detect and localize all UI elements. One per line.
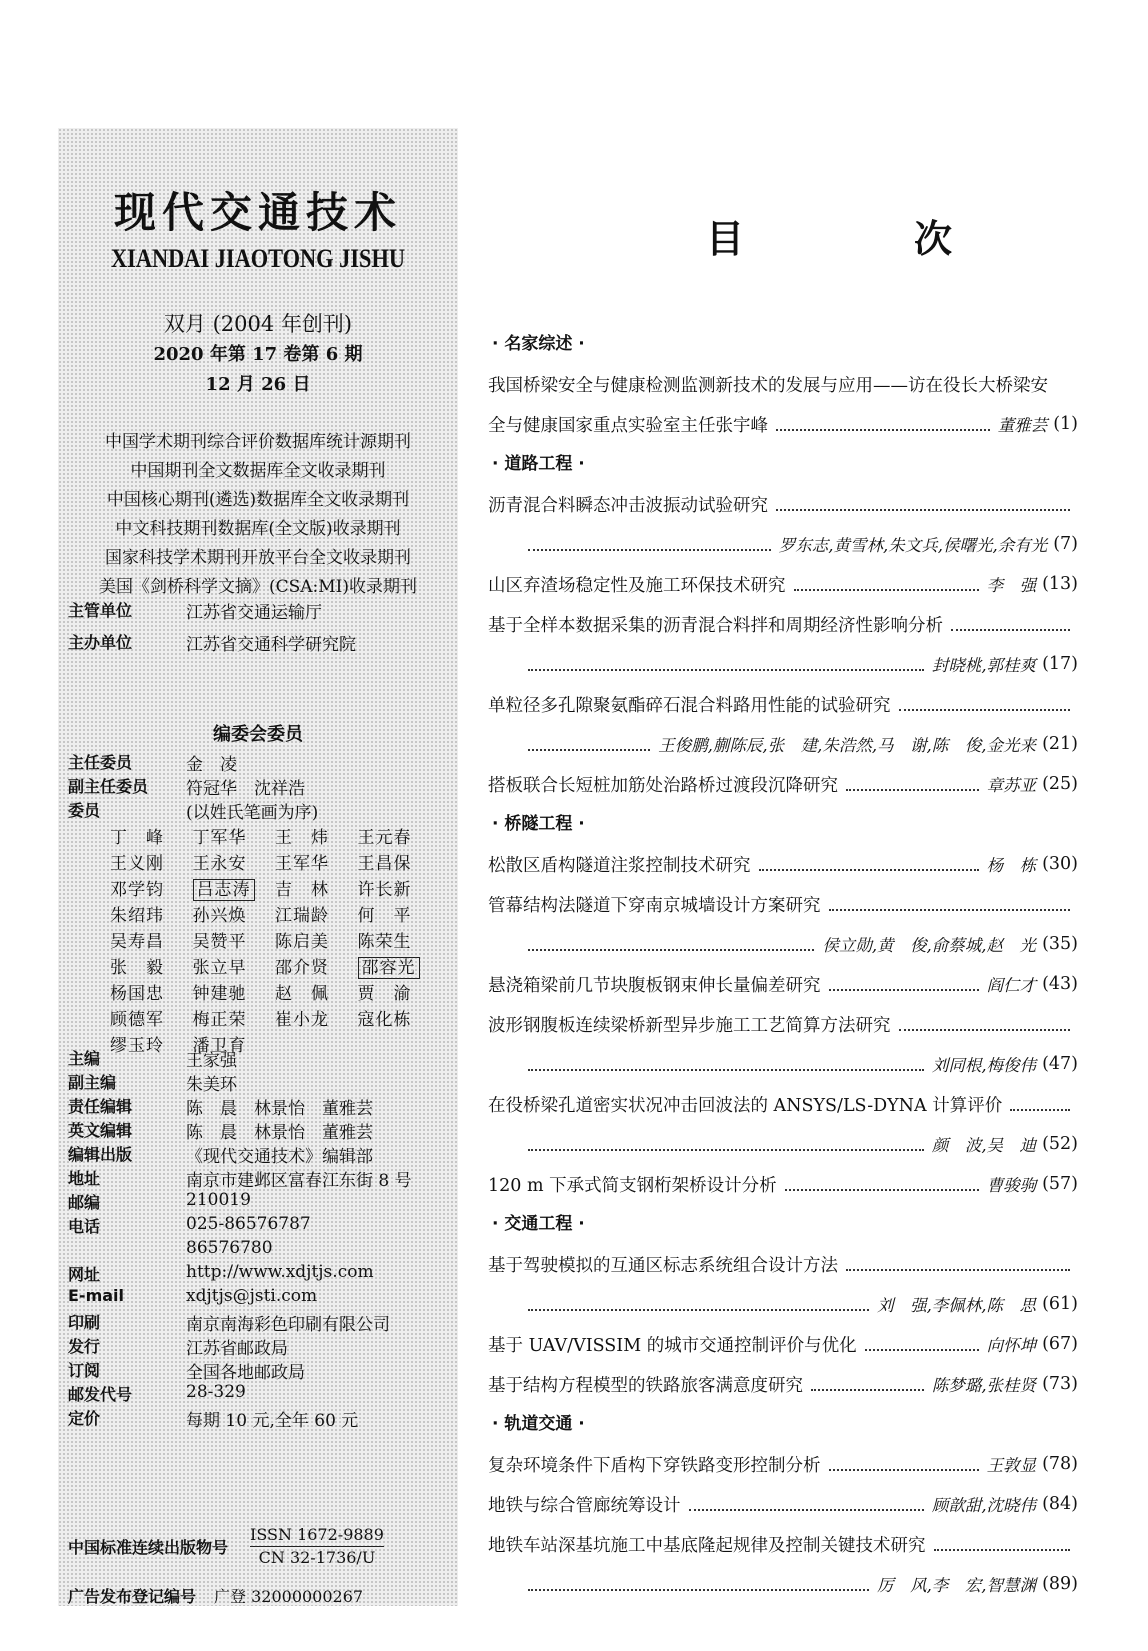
staff-value: 025-86576787 — [186, 1214, 311, 1234]
staff-value: 每期 10 元,全年 60 元 — [186, 1411, 359, 1431]
member-name-text: 邵容光 — [358, 957, 420, 979]
toc-entry[interactable] — [488, 1164, 1078, 1204]
toc-entry-title: 管幕结构法隧道下穿南京城墙设计方案研究 — [488, 895, 821, 916]
leader-dots — [528, 1068, 924, 1071]
staff-row — [68, 1382, 246, 1405]
member-name-text: 陈启美 — [275, 931, 329, 952]
indexing-item: 中文科技期刊数据库(全文版)收录期刊 — [115, 519, 401, 539]
toc-entry-title: 山区弃渣场稳定性及施工环保技术研究 — [488, 575, 786, 596]
staff-row — [68, 1046, 237, 1071]
toc-entry-title: 地铁与综合管廊统筹设计 — [488, 1495, 681, 1516]
staff-row — [68, 1358, 305, 1383]
leader-dots — [829, 908, 1071, 911]
toc-entry-title: 沥青混合料瞬态冲击波振动试验研究 — [488, 495, 768, 516]
members-label: 委员 — [68, 801, 101, 820]
toc-entry-authors: 封晓桃,郭桂爽 — [931, 656, 1037, 675]
leader-dots — [528, 1308, 869, 1311]
toc-section-heading: · 交通工程 · — [492, 1214, 585, 1234]
member-name-text: 吕志涛 — [193, 879, 255, 901]
indexing-item: 中国核心期刊(遴选)数据库全文收录期刊 — [106, 490, 410, 510]
toc-entry-authors: 董雅芸 — [997, 416, 1048, 435]
staff-row — [68, 1334, 288, 1359]
leader-dots — [846, 788, 979, 791]
member-name — [193, 979, 276, 1004]
toc-entry[interactable] — [488, 1084, 1078, 1124]
member-name-text: 王昌保 — [357, 853, 412, 874]
member-row — [110, 848, 440, 874]
members-label-row — [68, 798, 318, 823]
member-name-text: 邵介贤 — [275, 957, 329, 978]
member-name-text: 杨国忠 — [110, 983, 164, 1004]
toc-entry-page: (67) — [1042, 1334, 1078, 1354]
member-name-text: 钟建驰 — [192, 983, 247, 1004]
toc-entry[interactable] — [488, 1044, 1078, 1084]
serial-codes — [250, 1524, 384, 1569]
member-name-text: 赵 佩 — [275, 983, 329, 1004]
member-name — [358, 875, 441, 900]
staff-row — [68, 1142, 373, 1167]
member-name-text: 顾德军 — [110, 1009, 164, 1030]
staff-value: 江苏省邮政局 — [186, 1339, 288, 1359]
toc-entry-page: (52) — [1042, 1134, 1078, 1154]
member-name-text: 江瑞龄 — [275, 905, 329, 926]
leader-dots — [899, 708, 1071, 711]
indexing-item: 国家科技学术期刊开放平台全文收录期刊 — [105, 548, 411, 568]
member-name-text: 邓学钧 — [110, 879, 164, 900]
member-row — [110, 900, 440, 926]
director-row — [68, 750, 237, 775]
toc-entry[interactable] — [488, 1324, 1078, 1364]
supervisor-label: 主管单位 — [68, 601, 133, 620]
member-row — [110, 874, 440, 900]
toc-entry-page: (35) — [1042, 934, 1078, 954]
staff-value: 王家强 — [186, 1051, 237, 1071]
member-name — [275, 953, 358, 978]
member-name-text: 吉 林 — [275, 879, 329, 900]
serial-number-row — [68, 1524, 384, 1569]
toc-entry-title: 搭板联合长短桩加筋处治路桥过渡段沉降研究 — [488, 775, 838, 796]
member-name-text: 崔小龙 — [275, 1009, 329, 1030]
member-name-text: 吴赞平 — [192, 931, 247, 952]
member-name-text: 王军华 — [275, 853, 329, 874]
toc-entry-authors: 曹骏驹 — [986, 1176, 1037, 1195]
toc-entry-authors: 章苏亚 — [986, 776, 1037, 795]
leader-dots — [829, 988, 979, 991]
member-name — [193, 927, 276, 952]
staff-row — [68, 1286, 317, 1306]
member-name — [110, 875, 193, 900]
indexing-list — [58, 428, 458, 602]
staff-value: 朱美环 — [186, 1075, 237, 1095]
toc-entry-page: (21) — [1042, 734, 1078, 754]
toc-entry[interactable] — [488, 1244, 1078, 1284]
toc-entry-authors: 刘 强,李佩林,陈 思 — [877, 1296, 1037, 1315]
staff-value: 陈 晨 林景怡 董雅芸 — [186, 1099, 373, 1119]
toc-entry[interactable] — [488, 924, 1078, 964]
member-row — [110, 1004, 440, 1030]
staff-label — [68, 1238, 186, 1258]
toc-entry-page: (73) — [1042, 1374, 1078, 1394]
toc-entry[interactable] — [488, 764, 1078, 804]
staff-value: 南京市建邺区富春江东街 8 号 — [186, 1171, 412, 1191]
leader-dots — [865, 1348, 979, 1351]
toc-entry-page: (43) — [1042, 974, 1078, 994]
toc-entry[interactable] — [488, 604, 1078, 644]
toc-entry-authors: 王敦显 — [986, 1456, 1037, 1475]
toc-entry-page: (7) — [1053, 534, 1078, 554]
toc-entry-title: 松散区盾构隧道注浆控制技术研究 — [488, 855, 751, 876]
ad-value: 广登 32000000267 — [214, 1587, 364, 1606]
staff-row — [68, 1118, 373, 1143]
toc-entry-authors: 侯立勋,黄 俊,俞蔡城,赵 光 — [822, 936, 1037, 955]
toc-entry-authors: 陈梦璐,张桂贤 — [931, 1376, 1037, 1395]
toc-section-heading: · 名家综述 · — [492, 334, 585, 354]
member-name-text: 贾 渝 — [357, 983, 412, 1004]
member-name-text: 王元春 — [357, 827, 412, 848]
staff-value: 28-329 — [186, 1382, 246, 1402]
leader-dots — [785, 1188, 979, 1191]
vice-director-row — [68, 774, 305, 799]
member-name-text: 吴寿昌 — [110, 931, 164, 952]
staff-row — [68, 1070, 237, 1095]
member-name — [275, 979, 358, 1004]
supervisor-row — [68, 598, 322, 623]
member-name-text: 寇化栋 — [357, 1009, 412, 1030]
ad-registration-row — [68, 1584, 363, 1607]
sponsor-label: 主办单位 — [68, 633, 133, 652]
leader-dots — [934, 1548, 1071, 1551]
staff-value: 南京南海彩色印刷有限公司 — [186, 1315, 390, 1335]
toc-entry-authors: 罗东志,黄雪林,朱文兵,侯曙光,余有光 — [778, 536, 1048, 555]
member-name — [358, 901, 441, 926]
member-name-text: 梅正荣 — [192, 1009, 247, 1030]
toc-entry-authors: 厉 风,李 宏,智慧渊 — [877, 1576, 1037, 1595]
member-name — [193, 823, 276, 848]
staff-label: 责任编辑 — [68, 1097, 133, 1116]
member-name-text: 潘卫育 — [192, 1035, 247, 1056]
issn-code: ISSN 1672-9889 — [250, 1524, 384, 1547]
vice-director-label: 副主任委员 — [68, 777, 149, 796]
toc-entry[interactable] — [488, 564, 1078, 604]
toc-entry-authors: 王俊鹏,蒯陈辰,张 建,朱浩然,马 谢,陈 俊,金光来 — [658, 736, 1037, 755]
toc-section-heading: · 轨道交通 · — [492, 1414, 585, 1434]
leader-dots — [899, 1028, 1071, 1031]
staff-row — [68, 1214, 311, 1237]
leader-dots — [811, 1388, 924, 1391]
staff-label: 编辑出版 — [68, 1145, 133, 1164]
director-value: 金 凌 — [186, 755, 237, 775]
toc-entry-authors: 顾歆甜,沈晓伟 — [931, 1496, 1037, 1515]
leader-dots — [528, 548, 771, 551]
member-name-text: 张立早 — [192, 957, 247, 978]
member-name — [358, 953, 441, 978]
toc-entry[interactable] — [488, 404, 1078, 444]
member-name-text: 缪玉玲 — [110, 1035, 164, 1056]
member-name — [358, 849, 441, 874]
toc-entry-page: (1) — [1053, 414, 1078, 434]
toc-entry-page: (61) — [1042, 1294, 1078, 1314]
member-name — [110, 927, 193, 952]
journal-title-en: XIANDAI JIAOTONG JISHU — [110, 244, 406, 273]
toc-entry-page: (47) — [1042, 1054, 1078, 1074]
sponsor-row — [68, 630, 356, 655]
toc-entry[interactable] — [488, 1364, 1078, 1404]
staff-row — [68, 1094, 373, 1119]
staff-label: 网址 — [68, 1265, 101, 1284]
staff-label: 电话 — [68, 1217, 101, 1236]
member-name-text: 许长新 — [357, 879, 412, 900]
toc-entry[interactable] — [488, 1124, 1078, 1164]
toc-entry[interactable] — [488, 484, 1078, 524]
toc-section-heading: · 桥隧工程 · — [492, 814, 585, 834]
cn-code: CN 32-1736/U — [258, 1548, 376, 1567]
publication-frequency: 双月 (2004 年创刊) — [163, 312, 353, 336]
member-name-text: 丁军华 — [192, 827, 247, 848]
toc-entry-title: 基于结构方程模型的铁路旅客满意度研究 — [488, 1375, 803, 1396]
staff-label: 副主编 — [68, 1073, 117, 1092]
staff-label: 发行 — [68, 1337, 101, 1356]
toc-entry-title: 基于 UAV/VISSIM 的城市交通控制评价与优化 — [488, 1335, 857, 1356]
leader-dots — [689, 1508, 924, 1511]
member-name — [275, 823, 358, 848]
toc-entry-title: 悬浇箱梁前几节块腹板钢束伸长量偏差研究 — [488, 975, 821, 996]
toc-entry-authors: 刘同根,梅俊伟 — [931, 1056, 1037, 1075]
issue-date: 12 月 26 日 — [205, 374, 311, 395]
indexing-item: 美国《剑桥科学文摘》(CSA:MI)收录期刊 — [98, 577, 418, 597]
toc-entry[interactable] — [488, 684, 1078, 724]
member-name-text: 王永安 — [192, 853, 247, 874]
staff-row — [68, 1406, 358, 1431]
toc-list — [488, 324, 1078, 1604]
toc-entry-page: (78) — [1042, 1454, 1078, 1474]
serial-label: 中国标准连续出版物号 — [68, 1538, 229, 1557]
leader-dots — [776, 428, 990, 431]
staff-row — [68, 1310, 390, 1335]
member-name-text: 丁 峰 — [110, 827, 164, 848]
toc-entry[interactable] — [488, 524, 1078, 564]
staff-value: 全国各地邮政局 — [186, 1363, 305, 1383]
journal-title: 现代交通技术 — [113, 188, 402, 237]
toc-entry-title: 全与健康国家重点实验室主任张宇峰 — [488, 415, 768, 436]
member-row — [110, 978, 440, 1004]
member-name — [110, 901, 193, 926]
member-name-text: 孙兴焕 — [192, 905, 247, 926]
supervisor-value: 江苏省交通运输厅 — [186, 603, 322, 623]
member-name-text: 王义刚 — [110, 853, 164, 874]
staff-label: 定价 — [68, 1409, 101, 1428]
toc-entry-page: (84) — [1042, 1494, 1078, 1514]
masthead-panel — [58, 128, 458, 1606]
member-name-text: 朱绍玮 — [110, 905, 164, 926]
ad-label: 广告发布登记编号 — [68, 1587, 197, 1606]
toc-entry[interactable] — [488, 884, 1078, 924]
member-name — [275, 875, 358, 900]
members-order-note: (以姓氏笔画为序) — [186, 803, 319, 823]
member-name-text: 张 毅 — [110, 957, 164, 978]
vice-director-value: 符冠华 沈祥浩 — [186, 779, 305, 799]
leader-dots — [776, 508, 1070, 511]
staff-row — [68, 1190, 251, 1213]
toc-entry-authors: 颜 波,吴 迪 — [931, 1136, 1037, 1155]
leader-dots — [759, 868, 979, 871]
toc-entry-page: (17) — [1042, 654, 1078, 674]
member-row — [110, 952, 440, 978]
staff-label: 英文编辑 — [68, 1121, 133, 1140]
staff-value: 86576780 — [186, 1238, 273, 1258]
member-name — [358, 979, 441, 1004]
member-name — [193, 1005, 276, 1030]
staff-label: 印刷 — [68, 1313, 101, 1332]
member-name — [110, 979, 193, 1004]
leader-dots — [1010, 1108, 1070, 1111]
toc-entry-page: (89) — [1042, 1574, 1078, 1594]
member-name — [275, 927, 358, 952]
member-name — [275, 849, 358, 874]
toc-entry-title: 我国桥梁安全与健康检测监测新技术的发展与应用——访在役长大桥梁安 — [488, 375, 1048, 396]
toc-entry-page: (30) — [1042, 854, 1078, 874]
leader-dots — [528, 748, 650, 751]
toc-entry[interactable] — [488, 1284, 1078, 1324]
staff-row — [68, 1238, 273, 1258]
indexing-item: 中国期刊全文数据库全文收录期刊 — [130, 461, 386, 481]
toc-entry[interactable] — [488, 1564, 1078, 1604]
toc-entry-title: 120 m 下承式简支钢桁架桥设计分析 — [488, 1175, 777, 1196]
leader-dots — [528, 1588, 869, 1591]
staff-value: http://www.xdjtjs.com — [186, 1262, 374, 1282]
issue-number: 2020 年第 17 卷第 6 期 — [153, 344, 363, 365]
toc-entry-title: 在役桥梁孔道密实状况冲击回波法的 ANSYS/LS-DYNA 计算评价 — [488, 1095, 1003, 1116]
leader-dots — [829, 1468, 979, 1471]
staff-value: 《现代交通技术》编辑部 — [186, 1147, 373, 1167]
member-name — [110, 1005, 193, 1030]
staff-label: 订阅 — [68, 1361, 101, 1380]
toc-entry-title: 基于驾驶模拟的互通区标志系统组合设计方法 — [488, 1255, 838, 1276]
member-name — [358, 927, 441, 952]
toc-entry-authors: 向怀坤 — [986, 1336, 1037, 1355]
toc-entry[interactable] — [488, 1524, 1078, 1564]
member-name — [358, 1005, 441, 1030]
staff-value: xdjtjs@jsti.com — [186, 1286, 318, 1306]
toc-entry-title: 基于全样本数据采集的沥青混合料拌和周期经济性影响分析 — [488, 615, 943, 636]
leader-dots — [528, 668, 924, 671]
toc-entry-authors: 杨 栋 — [986, 856, 1037, 875]
toc-entry-title: 单粒径多孔隙聚氨酯碎石混合料路用性能的试验研究 — [488, 695, 891, 716]
toc-entry[interactable] — [488, 644, 1078, 684]
toc-entry-title: 复杂环境条件下盾构下穿铁路变形控制分析 — [488, 1455, 821, 1476]
toc-entry-page: (57) — [1042, 1174, 1078, 1194]
staff-label: 邮编 — [68, 1193, 101, 1212]
member-name — [110, 953, 193, 978]
leader-dots — [794, 588, 979, 591]
member-name — [193, 849, 276, 874]
toc-entry[interactable] — [488, 1484, 1078, 1524]
member-name-text: 陈荣生 — [357, 931, 412, 952]
member-name — [275, 901, 358, 926]
member-name — [110, 849, 193, 874]
toc-section-heading: · 道路工程 · — [492, 454, 585, 474]
toc-entry-title: 地铁车站深基坑施工中基底隆起规律及控制关键技术研究 — [488, 1535, 926, 1556]
member-name-text: 王 炜 — [275, 827, 329, 848]
leader-dots — [528, 948, 814, 951]
toc-entry[interactable] — [488, 1444, 1078, 1484]
staff-row — [68, 1262, 374, 1285]
toc-entry-title: 波形钢腹板连续梁桥新型异步施工工艺简算方法研究 — [488, 1015, 891, 1036]
member-name — [358, 823, 441, 848]
toc-entry-page: (13) — [1042, 574, 1078, 594]
staff-label: 主编 — [68, 1049, 101, 1068]
toc-entry[interactable] — [488, 364, 1078, 404]
toc-entry-page: (25) — [1042, 774, 1078, 794]
toc-entry[interactable] — [488, 1004, 1078, 1044]
leader-dots — [951, 628, 1070, 631]
toc-entry[interactable] — [488, 844, 1078, 884]
member-name-text: 何 平 — [357, 905, 412, 926]
leader-dots — [846, 1268, 1070, 1271]
staff-label: 邮发代号 — [68, 1385, 133, 1404]
toc-title: 目 次 — [706, 217, 1019, 261]
leader-dots — [528, 1148, 924, 1151]
member-row — [110, 926, 440, 952]
sponsor-value: 江苏省交通科学研究院 — [186, 635, 356, 655]
member-name — [110, 823, 193, 848]
board-heading: 编委会委员 — [213, 724, 303, 745]
toc-entry[interactable] — [488, 724, 1078, 764]
toc-entry-authors: 阎仁才 — [986, 976, 1037, 995]
member-name — [275, 1005, 358, 1030]
member-names — [110, 822, 440, 1056]
staff-label: 地址 — [68, 1169, 101, 1188]
toc-entry-authors: 李 强 — [986, 576, 1037, 595]
staff-value: 陈 晨 林景怡 董雅芸 — [186, 1123, 373, 1143]
staff-row — [68, 1166, 412, 1191]
member-name — [193, 901, 276, 926]
staff-label: E-mail — [68, 1286, 125, 1305]
staff-value: 210019 — [186, 1190, 251, 1210]
member-name — [193, 875, 276, 900]
toc-entry[interactable] — [488, 964, 1078, 1004]
member-name — [193, 953, 276, 978]
indexing-item: 中国学术期刊综合评价数据库统计源期刊 — [105, 432, 411, 452]
director-label: 主任委员 — [68, 753, 133, 772]
member-row — [110, 822, 440, 848]
